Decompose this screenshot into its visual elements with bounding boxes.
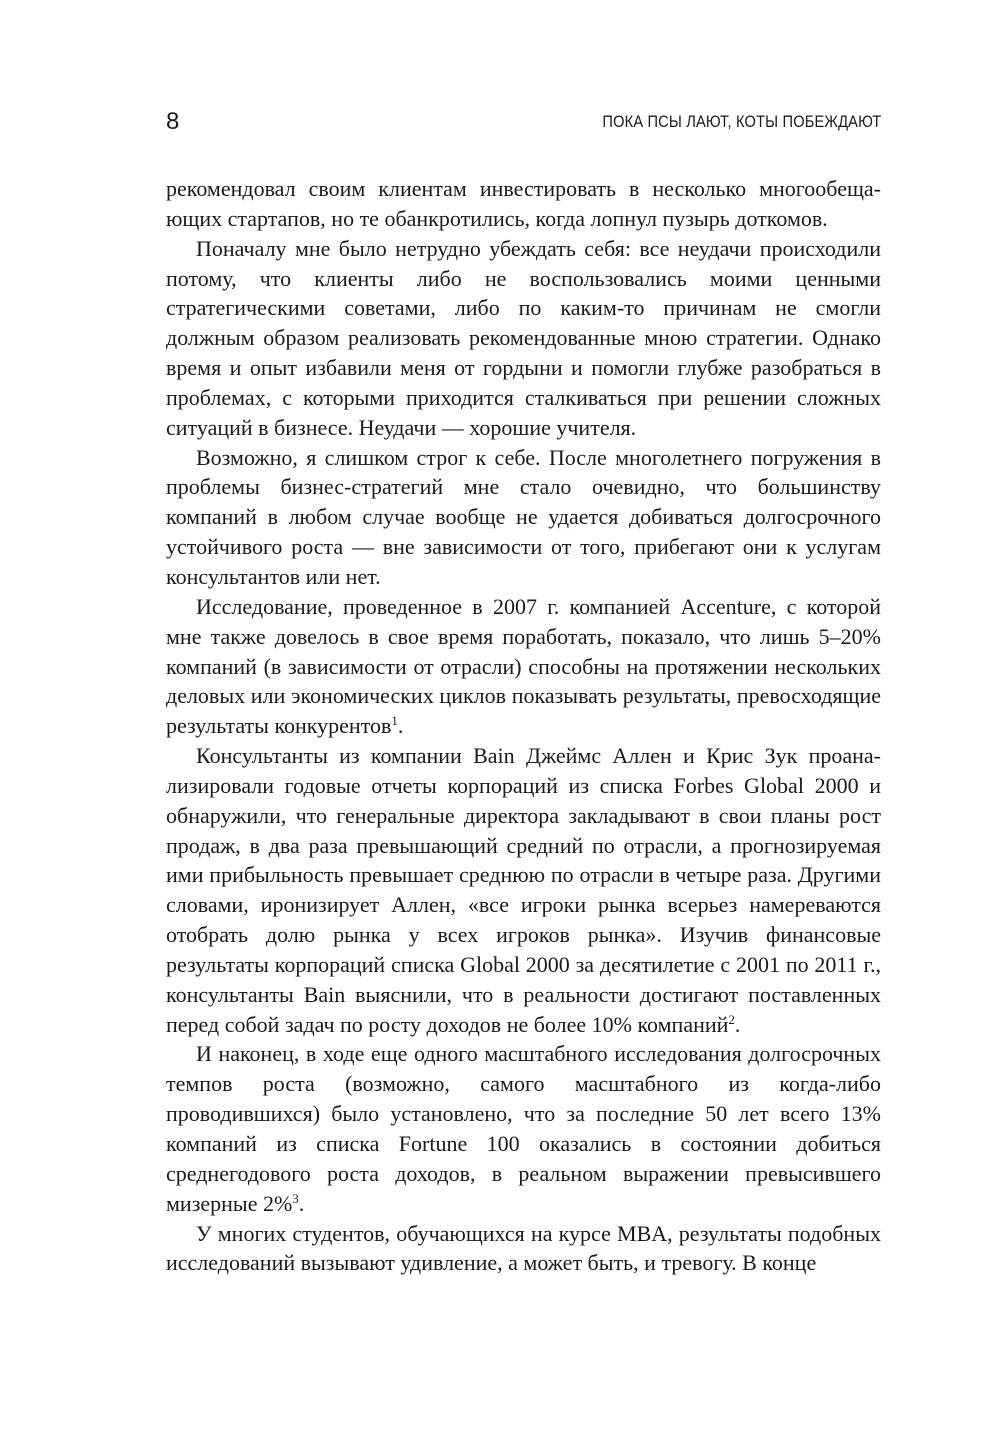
running-head-title: ПОКА ПСЫ ЛАЮТ, КОТЫ ПОБЕЖДАЮТ — [602, 112, 881, 131]
paragraph — [166, 592, 881, 741]
paragraph — [166, 1039, 881, 1218]
page-number: 8 — [166, 108, 180, 135]
sentence-end: . — [298, 1190, 305, 1216]
paragraph — [166, 741, 881, 1039]
paragraph — [166, 443, 881, 592]
paragraph-text: Возможно, я слишком строг к себе. После многолетнего погружения в проблемы бизнес-стратегий мне стало очевидно, что большинству компаний в любом случае вообще не удается добиваться долгосрочного устойчивого роста — вне зависимости от того, прибегают они к услугам консультантов или нет. — [166, 444, 881, 589]
running-head — [166, 107, 881, 137]
paragraph — [166, 1219, 881, 1279]
body-text — [166, 174, 881, 1278]
footnote-marker[interactable]: 2 — [728, 1011, 735, 1027]
paragraph-text: Исследование, проведенное в 2007 г. компанией Accenture, с которой мне также довелось в свое время поработать, показало, что лишь 5–20% компаний (в зависимости от отрасли) способны на протяжении нескольких деловых или экономических циклов показывать результаты, превосходящие результаты конкурентов — [166, 593, 881, 739]
paragraph-continued — [166, 174, 881, 234]
footnote-marker[interactable]: 3 — [292, 1190, 299, 1206]
paragraph-text: Консультанты из компании Bain Джеймс Аллен и Крис Зук проанализировали годовые отчеты корпораций из списка Forbes Global 2000 и обнаружили, что генеральные директора закладывают в свои планы рост продаж, в два раза превышающий средний по отрасли, а прогнозируемая ими прибыльность превышает среднюю по отрасли в четыре раза. Другими словами, иронизирует Аллен, «все игроки рынка всерьез намереваются отобрать долю рынка у всех игроков рынка». Изучив финансовые результаты корпораций списка Global 2000 за десятилетие с 2001 по 2011 г., консультанты Bain выяснили, что в реальности достигают поставленных перед собой задач по росту доходов не более 10% компаний — [166, 743, 881, 1037]
sentence-end: . — [397, 713, 404, 739]
sentence-end: . — [734, 1011, 741, 1037]
paragraph — [166, 234, 881, 443]
paragraph-text: Поначалу мне было нетрудно убеждать себя: все неудачи происходили потому, что клиенты либо не воспользовались моими ценными стратегическими советами, либо по каким-то причинам не смогли должным образом реализовать рекомендованные мною стратегии. Однако время и опыт избавили меня от гордыни и помогли глубже разобраться в проблемах, с которыми приходится сталкиваться при решении сложных ситуаций в бизнесе. Неудачи — хорошие учителя. — [166, 235, 881, 440]
paragraph-text: У многих студентов, обучающихся на курсе MBA, результаты подобных исследований вызывают удивление, а может быть, и тревогу. В конце — [166, 1220, 881, 1276]
paragraph-text: рекомендовал своим клиентам инвестировать в несколько многообещающих стартапов, но те обанкротились, когда лопнул пузырь доткомов. — [166, 176, 881, 231]
paragraph-text: И наконец, в ходе еще одного масштабного исследования долгосрочных темпов роста (возможно, самого масштабного из когда-либо проводившихся) было установлено, что за последние 50 лет всего 13% компаний из списка Fortune 100 оказались в состоянии добиться среднегодового роста доходов, в реальном выражении превысившего мизерные 2% — [166, 1041, 881, 1216]
footnote-marker[interactable]: 1 — [391, 713, 398, 729]
